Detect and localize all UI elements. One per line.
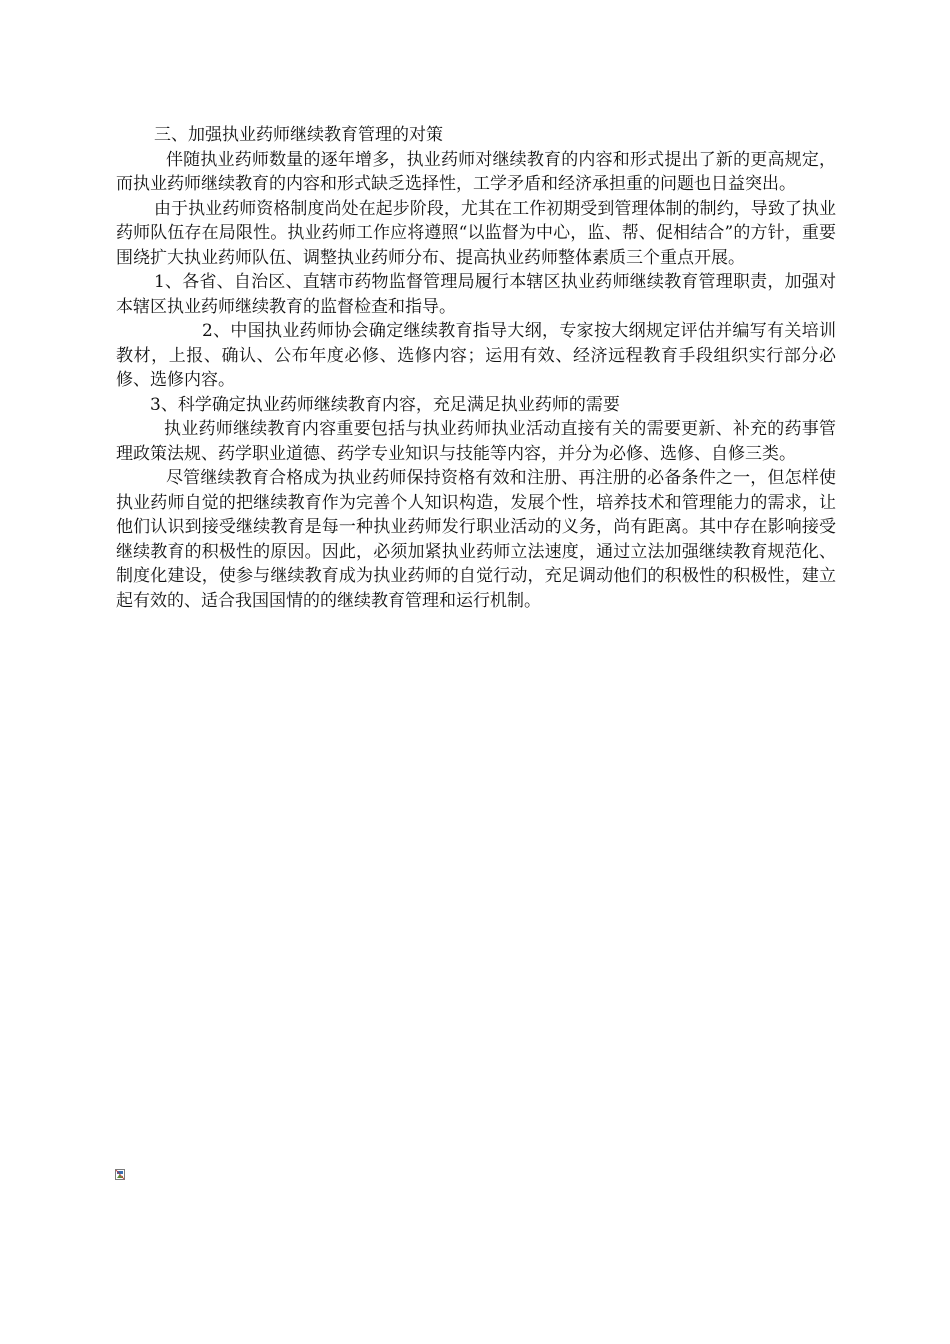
document-body <box>116 123 836 613</box>
paragraph-2: 由于执业药师资格制度尚处在起步阶段，尤其在工作初期受到管理体制的制约，导致了执业药师队伍存在局限性。执业药师工作应将遵照“以监督为中心，监、帮、促相结合”的方针，重要围绕扩大执业药师队伍、调整执业药师分布、提高执业药师整体素质三个重点开展。 <box>116 198 836 268</box>
paragraph-1: 伴随执业药师数量的逐年增多，执业药师对继续教育的内容和形式提出了新的更高规定，而执业药师继续教育的内容和形式缺乏选择性，工学矛盾和经济承担重的问题也日益突出。 <box>116 149 836 194</box>
section-heading: 三、加强执业药师继续教育管理的对策 <box>154 125 443 145</box>
paragraph-6: 执业药师继续教育内容重要包括与执业药师执业活动直接有关的需要更新、补充的药事管理政策法规、药学职业道德、药学专业知识与技能等内容，并分为必修、选修、自修三类。 <box>116 419 836 464</box>
image-placeholder-icon <box>115 1169 125 1180</box>
paragraph-7: 尽管继续教育合格成为执业药师保持资格有效和注册、再注册的必备条件之一，但怎样使执业药师自觉的把继续教育作为完善个人知识构造，发展个性，培养技术和管理能力的需求，让他们认识到接受继续教育是每一种执业药师发行职业活动的义务，尚有距离。其中存在影响接受继续教育的积极性的原因。因此，必须加紧执业药师立法速度，通过立法加强继续教育规范化、制度化建设，使参与继续教育成为执业药师的自觉行动，充足调动他们的积极性的积极性，建立起有效的、适合我国国情的的继续教育管理和运行机制。 <box>116 468 836 611</box>
paragraph-3: 1、各省、自治区、直辖市药物监督管理局履行本辖区执业药师继续教育管理职责，加强对本辖区执业药师继续教育的监督检查和指导。 <box>116 272 836 317</box>
paragraph-4: 2、中国执业药师协会确定继续教育指导大纲，专家按大纲规定评估并编写有关培训教材，上报、确认、公布年度必修、选修内容；运用有效、经济远程教育手段组织实行部分必修、选修内容。 <box>116 321 836 390</box>
paragraph-5: 3、科学确定执业药师继续教育内容，充足满足执业药师的需要 <box>150 394 620 415</box>
